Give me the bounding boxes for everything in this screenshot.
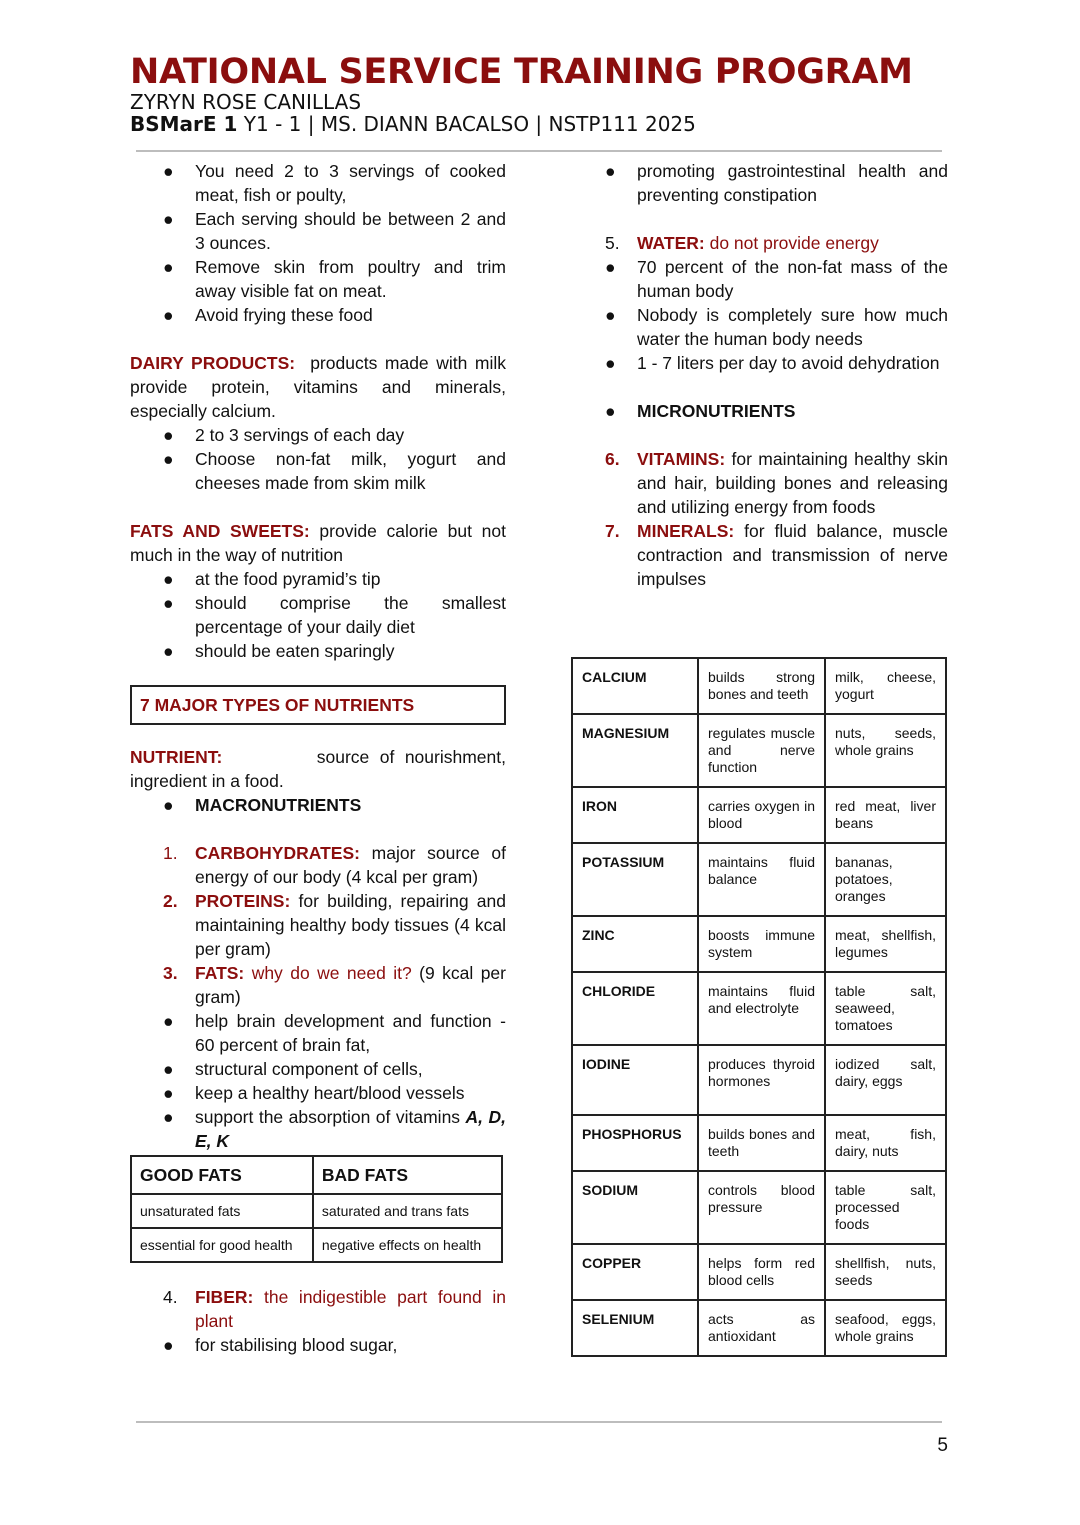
- table-cell: unsaturated fats: [131, 1194, 313, 1228]
- fiber-item: [130, 1285, 506, 1333]
- minerals-table: [571, 657, 947, 1357]
- list-item: ● MACRONUTRIENTS: [163, 795, 362, 815]
- table-cell: saturated and trans fats: [313, 1194, 502, 1228]
- table-row: [572, 658, 946, 714]
- mineral-name: PHOSPHORUS: [572, 1115, 698, 1171]
- mineral-name: COPPER: [572, 1244, 698, 1300]
- list-item: ● Remove skin from poultry and trim away visible fat on meat.: [163, 257, 506, 301]
- header-divider: [136, 150, 942, 152]
- mineral-name: CALCIUM: [572, 658, 698, 714]
- nutrients-section-heading: 7 MAJOR TYPES OF NUTRIENTS: [130, 685, 506, 725]
- mineral-name: CHLORIDE: [572, 972, 698, 1045]
- macronutrient-list: [130, 841, 506, 1009]
- mineral-sources: meat, shellfish, legumes: [825, 916, 946, 972]
- list-item: ● help brain development and function - 60 percent of brain fat,: [163, 1011, 506, 1055]
- list-item: ● Avoid frying these food: [163, 305, 373, 325]
- list-item: ● for stabilising blood sugar,: [163, 1335, 398, 1355]
- list-item: ● should be eaten sparingly: [163, 641, 395, 661]
- footer-divider: [136, 1421, 942, 1423]
- water-item: [572, 231, 948, 255]
- table-row: [131, 1194, 502, 1228]
- mineral-function: carries oxygen in blood: [698, 787, 825, 843]
- mineral-sources: nuts, seeds, whole grains: [825, 714, 946, 787]
- right-column: [572, 159, 948, 591]
- micronutrient-list: [572, 447, 948, 591]
- course-line: [130, 112, 696, 136]
- mineral-function: boosts immune system: [698, 916, 825, 972]
- table-row: [131, 1228, 502, 1262]
- list-item: ● 70 percent of the non-fat mass of the human body: [605, 257, 948, 301]
- table-row: [572, 1171, 946, 1244]
- table-row: [572, 714, 946, 787]
- list-item: 6. VITAMINS: for maintaining healthy skin and hair, building bones and releasing and utilizing energy from foods: [605, 449, 948, 517]
- micro-heading-list: [572, 399, 948, 423]
- mineral-name: POTASSIUM: [572, 843, 698, 916]
- list-item: ● 2 to 3 servings of each day: [163, 425, 405, 445]
- table-row: [572, 787, 946, 843]
- course-details: Y1 - 1 | MS. DIANN BACALSO | NSTP111 2025: [237, 112, 696, 136]
- program-code: BSMarE 1: [130, 112, 238, 136]
- mineral-function: helps form red blood cells: [698, 1244, 825, 1300]
- macronutrients-label: MACRONUTRIENTS: [195, 795, 362, 815]
- mineral-function: maintains fluid balance: [698, 843, 825, 916]
- fiber-list: [130, 1333, 506, 1357]
- mineral-function: acts as antioxidant: [698, 1300, 825, 1356]
- mineral-function: controls blood pressure: [698, 1171, 825, 1244]
- list-item: ● structural component of cells,: [163, 1059, 423, 1079]
- mineral-name: ZINC: [572, 916, 698, 972]
- water-list: [572, 255, 948, 375]
- list-item: ● 1 - 7 liters per day to avoid dehydration: [605, 353, 940, 373]
- author-name: ZYRYN ROSE CANILLAS: [130, 90, 362, 114]
- bad-fats-header: BAD FATS: [313, 1156, 502, 1194]
- list-item: ● You need 2 to 3 servings of cooked meat, fish or poulty,: [163, 161, 506, 205]
- list-item: ● support the absorption of vitamins A, D, E, K: [163, 1107, 506, 1151]
- mineral-name: SELENIUM: [572, 1300, 698, 1356]
- list-item: 4. FIBER: the indigestible part found in plant: [163, 1287, 506, 1331]
- list-item: ● should comprise the smallest percentage of your daily diet: [163, 593, 506, 637]
- list-item: ● Nobody is completely sure how much water the human body needs: [605, 305, 948, 349]
- mineral-sources: table salt, processed foods: [825, 1171, 946, 1244]
- list-item: ● MICRONUTRIENTS: [605, 401, 796, 421]
- table-row: [572, 1244, 946, 1300]
- list-item: ● at the food pyramid’s tip: [163, 569, 381, 589]
- micronutrients-label: MICRONUTRIENTS: [637, 401, 796, 421]
- mineral-sources: seafood, eggs, whole grains: [825, 1300, 946, 1356]
- list-item: ● Each serving should be between 2 and 3 ounces.: [163, 209, 506, 253]
- table-row: [572, 1300, 946, 1356]
- mineral-sources: meat, fish, dairy, nuts: [825, 1115, 946, 1171]
- list-item: 1. CARBOHYDRATES: major source of energy of our body (4 kcal per gram): [163, 843, 506, 887]
- fiber-list-continued: [572, 159, 948, 207]
- list-item: 7. MINERALS: for fluid balance, muscle contraction and transmission of nerve impulses: [605, 521, 948, 589]
- mineral-function: builds bones and teeth: [698, 1115, 825, 1171]
- list-item: ● Choose non-fat milk, yogurt and cheeses made from skim milk: [163, 449, 506, 493]
- mineral-name: SODIUM: [572, 1171, 698, 1244]
- mineral-sources: bananas, potatoes, oranges: [825, 843, 946, 916]
- mineral-sources: shellfish, nuts, seeds: [825, 1244, 946, 1300]
- fats-sweets-list: [130, 567, 506, 663]
- list-item: 2. PROTEINS: for building, repairing and maintaining healthy body tissues (4 kcal per gram): [163, 891, 506, 959]
- mineral-function: produces thyroid hormones: [698, 1045, 825, 1115]
- table-cell: negative effects on health: [313, 1228, 502, 1262]
- good-fats-header: GOOD FATS: [131, 1156, 313, 1194]
- fats-table: [130, 1155, 503, 1263]
- dairy-paragraph: DAIRY PRODUCTS: products made with milk provide protein, vitamins and minerals, especially calcium.: [130, 353, 511, 421]
- mineral-name: IRON: [572, 787, 698, 843]
- table-row: [572, 972, 946, 1045]
- mineral-sources: milk, cheese, yogurt: [825, 658, 946, 714]
- list-item: ● promoting gastrointestinal health and preventing constipation: [605, 161, 948, 205]
- table-cell: essential for good health: [131, 1228, 313, 1262]
- macro-heading-list: [130, 793, 506, 817]
- mineral-name: MAGNESIUM: [572, 714, 698, 787]
- mineral-function: maintains fluid and electrolyte: [698, 972, 825, 1045]
- left-column: [130, 159, 511, 1357]
- dairy-list: [130, 423, 506, 495]
- mineral-sources: iodized salt, dairy, eggs: [825, 1045, 946, 1115]
- list-item: 5. WATER: do not provide energy: [605, 233, 879, 253]
- table-row: [572, 916, 946, 972]
- table-row: [572, 1115, 946, 1171]
- page-number: 5: [937, 1435, 948, 1456]
- document-title: NATIONAL SERVICE TRAINING PROGRAM: [130, 52, 913, 92]
- fat-benefits-list: [130, 1009, 506, 1153]
- mineral-sources: table salt, seaweed, tomatoes: [825, 972, 946, 1045]
- meat-list: [130, 159, 506, 327]
- list-item: 3. FATS: why do we need it? (9 kcal per gram): [163, 963, 506, 1007]
- mineral-function: builds strong bones and teeth: [698, 658, 825, 714]
- fats-sweets-paragraph: FATS AND SWEETS: provide calorie but not much in the way of nutrition: [130, 521, 506, 565]
- list-item: ● keep a healthy heart/blood vessels: [163, 1083, 465, 1103]
- mineral-function: regulates muscle and nerve function: [698, 714, 825, 787]
- table-row: [572, 843, 946, 916]
- mineral-name: IODINE: [572, 1045, 698, 1115]
- table-row: [572, 1045, 946, 1115]
- nutrient-definition: NUTRIENT: source of nourishment, ingredient in a food.: [130, 747, 511, 791]
- mineral-sources: red meat, liver beans: [825, 787, 946, 843]
